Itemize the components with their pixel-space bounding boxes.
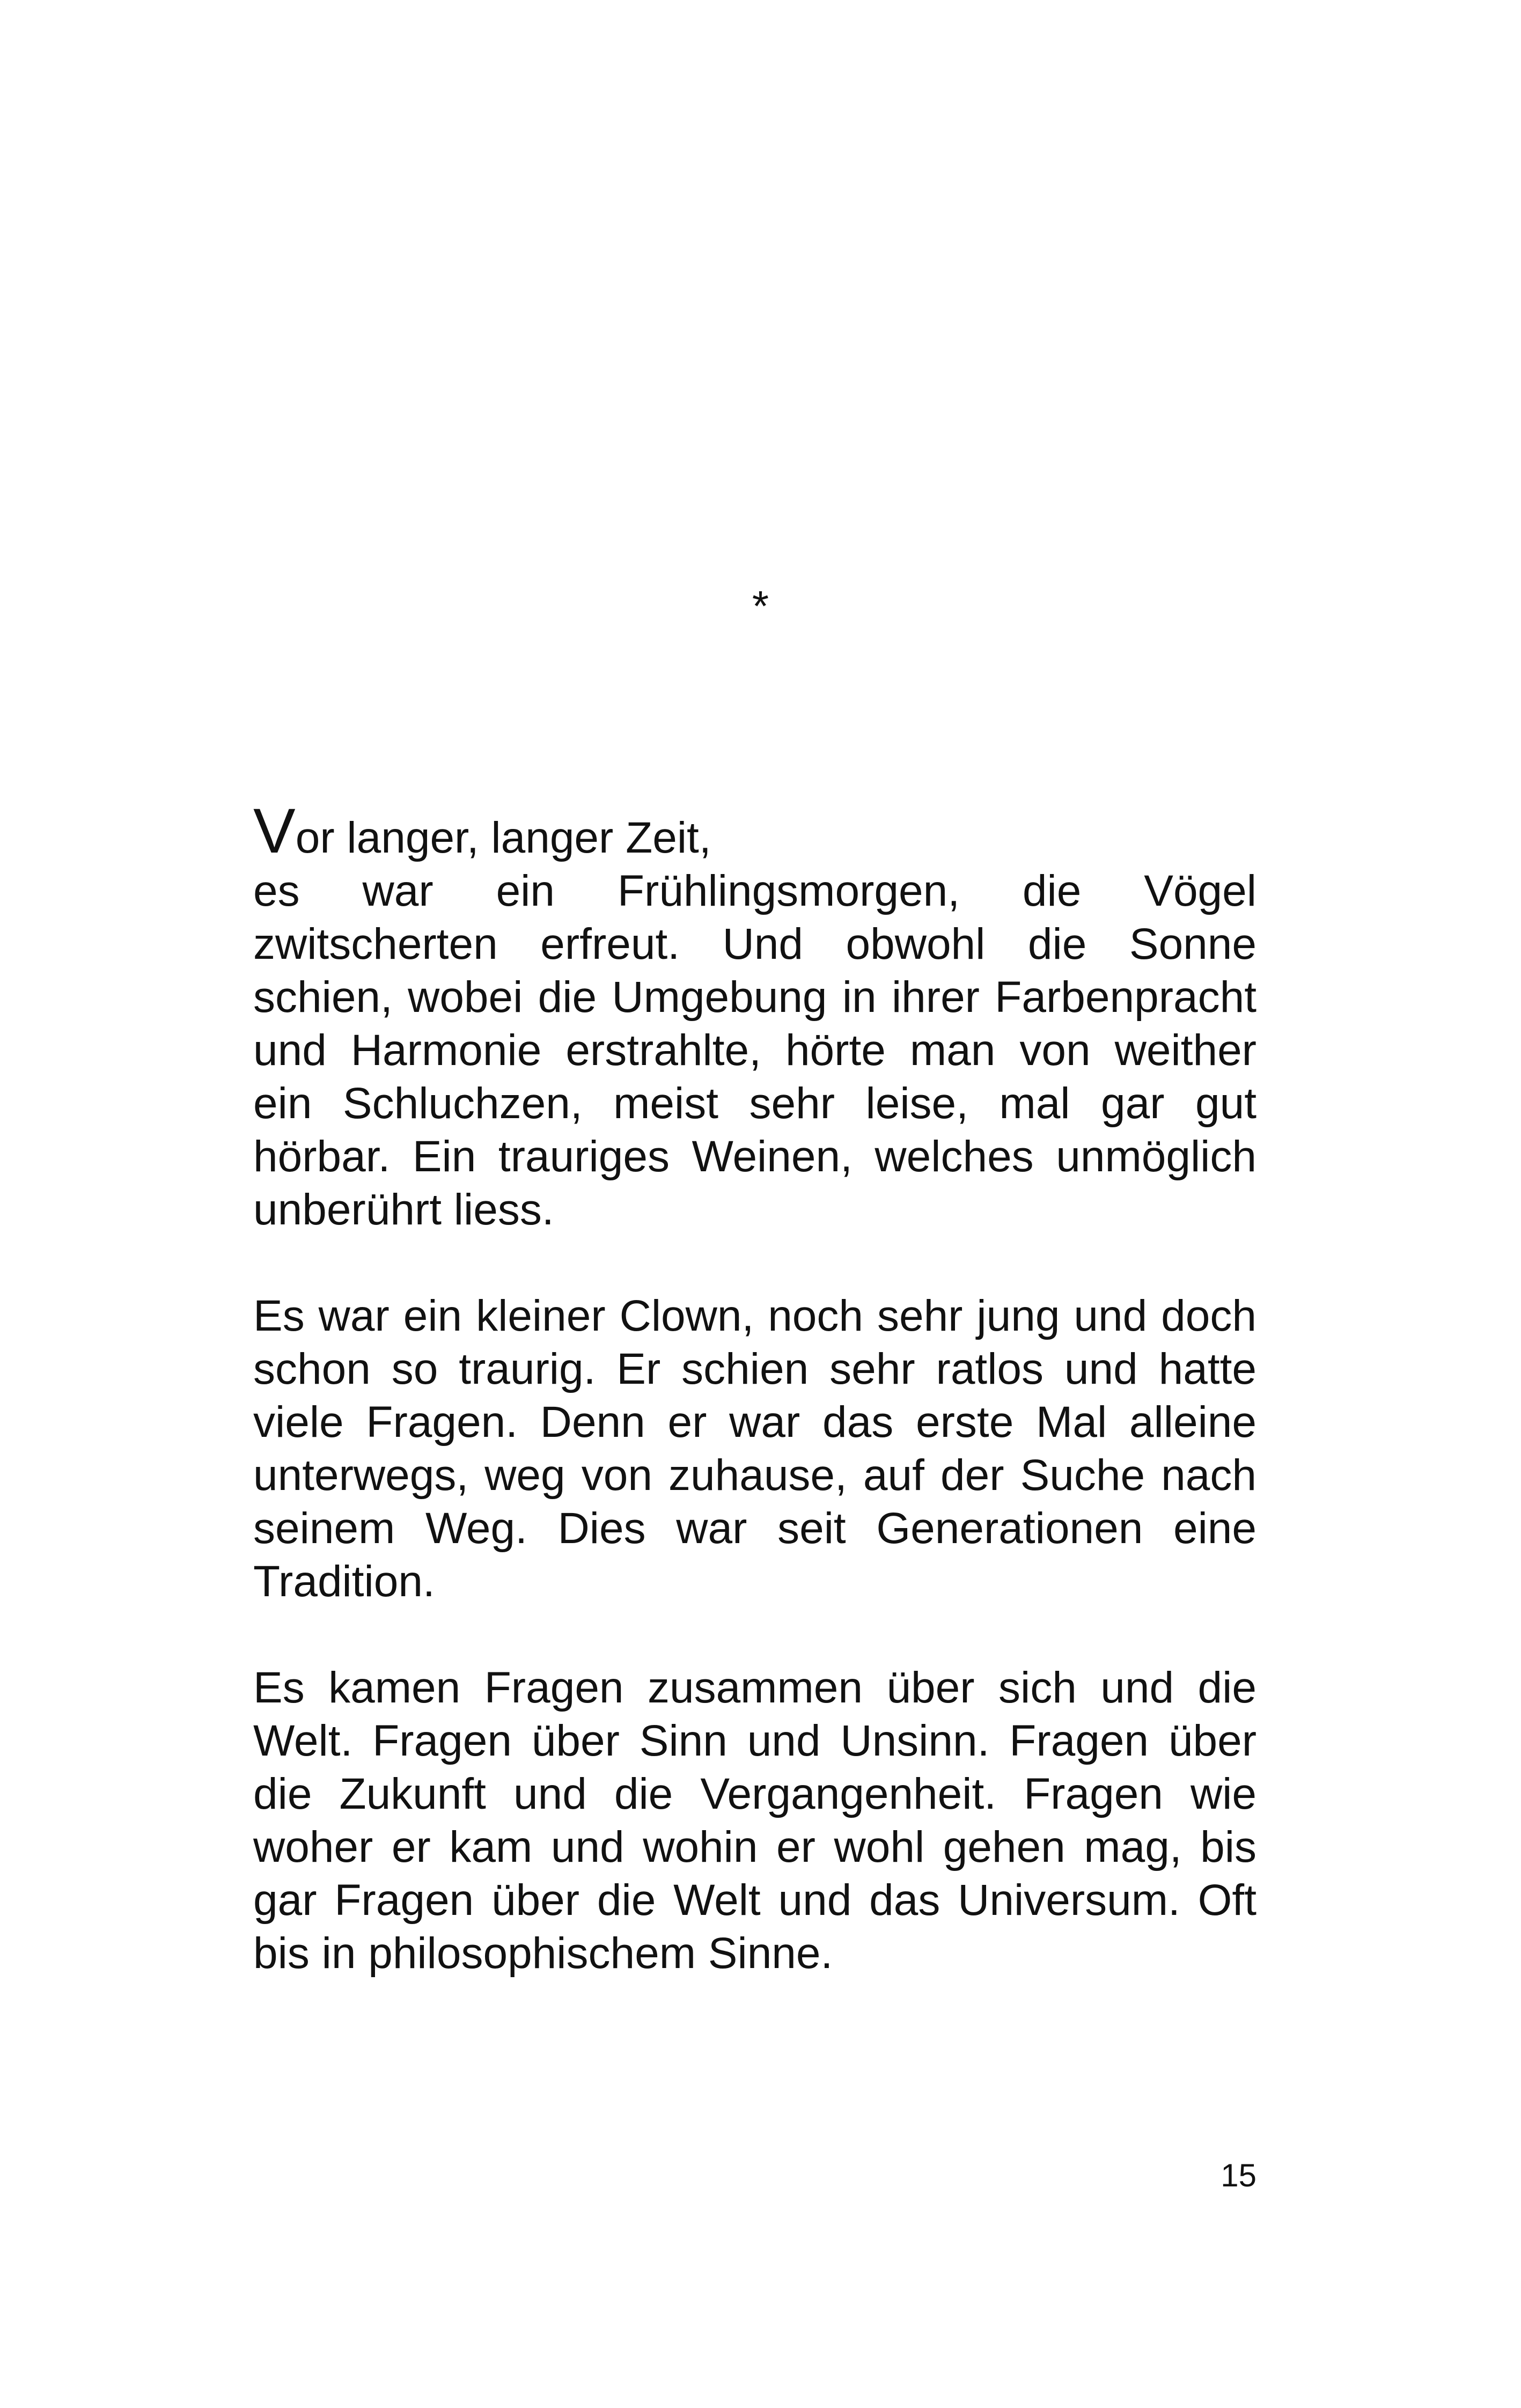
paragraph-gap: [253, 1608, 1257, 1661]
text-line: ein Schluchzen, meist sehr leise, mal gar gut: [253, 1079, 1257, 1128]
paragraph-2: [253, 1289, 1257, 1608]
text-line: Es kamen Fragen zusammen über sich und die: [253, 1663, 1257, 1712]
section-separator: *: [752, 582, 769, 630]
text-line: und Harmonie erstrahlte, hörte man von weither: [253, 1026, 1257, 1075]
text-line: Welt. Fragen über Sinn und Unsinn. Fragen über: [253, 1716, 1257, 1765]
text-line: unterwegs, weg von zuhause, auf der Suche nach: [253, 1451, 1257, 1500]
paragraph-1: [253, 864, 1257, 1236]
text-line: bis in philosophischem Sinne.: [253, 1929, 833, 1978]
text-line: schon so traurig. Er schien sehr ratlos und hatte: [253, 1345, 1257, 1393]
drop-cap: V: [253, 796, 296, 867]
text-line: Es war ein kleiner Clown, noch sehr jung und doch: [253, 1291, 1257, 1340]
text-line: seinem Weg. Dies war seit Generationen eine: [253, 1504, 1257, 1553]
text-line: hörbar. Ein trauriges Weinen, welches unmöglich: [253, 1132, 1257, 1181]
paragraph-gap: [253, 1236, 1257, 1289]
body-text: [253, 796, 1257, 1980]
text-line: woher er kam und wohin er wohl gehen mag, bis: [253, 1823, 1257, 1871]
paragraph-3: [253, 1661, 1257, 1980]
text-line: Tradition.: [253, 1557, 435, 1606]
page-number: 15: [1221, 2157, 1257, 2193]
text-line: gar Fragen über die Welt und das Universum. Oft: [253, 1876, 1257, 1925]
text-line: schien, wobei die Umgebung in ihrer Farbenpracht: [253, 973, 1257, 1022]
opening-line: [253, 796, 1257, 867]
opening-line-text: or langer, langer Zeit,: [295, 813, 711, 862]
text-line: die Zukunft und die Vergangenheit. Fragen wie: [253, 1770, 1257, 1818]
text-line: zwitscherten erfreut. Und obwohl die Sonne: [253, 920, 1257, 968]
text-line: es war ein Frühlingsmorgen, die Vögel: [253, 867, 1257, 915]
text-line: unberührt liess.: [253, 1185, 554, 1234]
text-line: viele Fragen. Denn er war das erste Mal alleine: [253, 1398, 1257, 1447]
